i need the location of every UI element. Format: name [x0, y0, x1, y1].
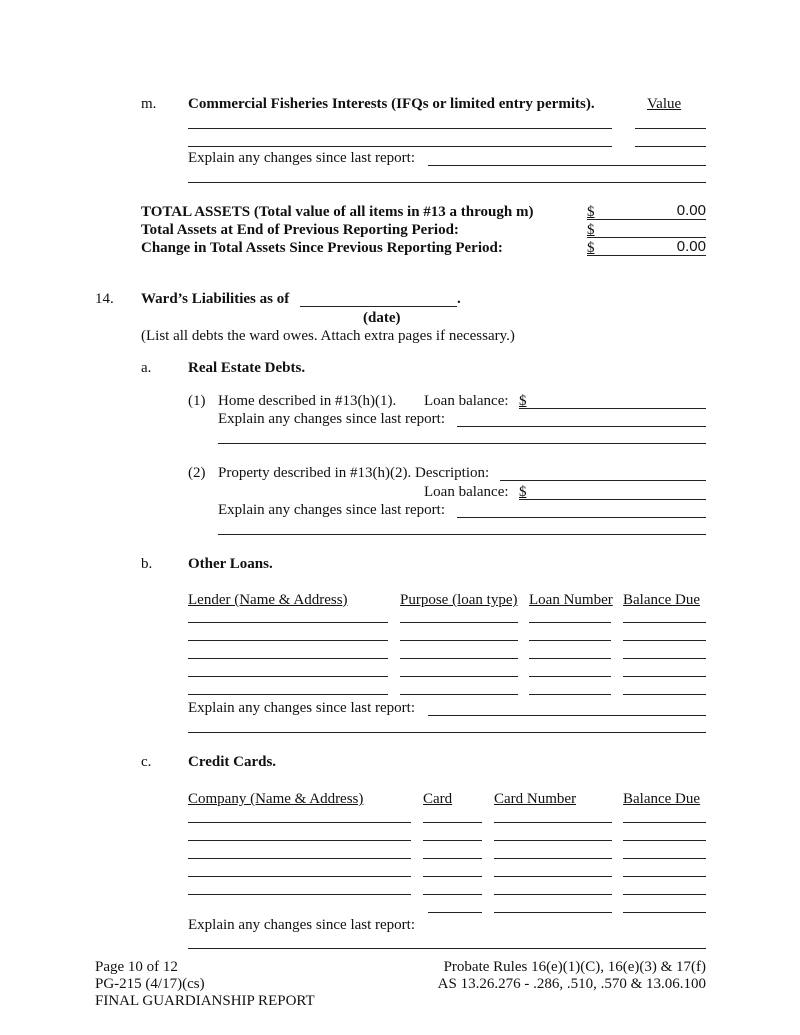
column-header-card: Card — [423, 791, 453, 807]
purpose-line[interactable] — [400, 622, 518, 623]
real-estate-title: Real Estate Debts. — [188, 360, 306, 376]
lender-line[interactable] — [188, 694, 388, 695]
loan-number-line[interactable] — [529, 640, 611, 641]
card-line[interactable] — [423, 858, 482, 859]
footer-page-number: Page 10 of 12 — [95, 959, 178, 975]
explain-line[interactable] — [218, 443, 706, 444]
amount-line[interactable] — [587, 219, 706, 220]
explain-line[interactable] — [457, 517, 706, 518]
item2-number: (2) — [188, 465, 206, 481]
credit-cards-explain-label: Explain any changes since last report: — [188, 917, 416, 933]
purpose-line[interactable] — [400, 658, 518, 659]
item-m-explain-label: Explain any changes since last report: — [188, 150, 416, 166]
section-14-number: 14. — [95, 291, 114, 307]
other-loans-explain-label: Explain any changes since last report: — [188, 700, 416, 716]
currency-sign: $ — [587, 240, 595, 256]
item2-text: Property described in #13(h)(2). Description: — [218, 465, 490, 481]
fisheries-value-line[interactable] — [635, 146, 706, 147]
item-m-letter: m. — [141, 96, 157, 112]
card-line[interactable] — [423, 822, 482, 823]
change-assets-value[interactable]: 0.00 — [676, 238, 706, 255]
currency-sign: $ — [519, 393, 527, 409]
card-number-line[interactable] — [494, 894, 612, 895]
lender-line[interactable] — [188, 676, 388, 677]
balance-line[interactable] — [623, 840, 706, 841]
item2-explain-label: Explain any changes since last report: — [218, 502, 446, 518]
explain-line[interactable] — [188, 732, 706, 733]
balance-line[interactable] — [623, 658, 706, 659]
item1-number: (1) — [188, 393, 206, 409]
currency-sign: $ — [587, 222, 595, 238]
currency-sign: $ — [587, 204, 595, 220]
balance-line[interactable] — [623, 894, 706, 895]
balance-line[interactable] — [623, 694, 706, 695]
explain-line[interactable] — [218, 534, 706, 535]
footer-report-title: FINAL GUARDIANSHIP REPORT — [95, 993, 315, 1009]
company-line[interactable] — [188, 876, 411, 877]
item-m-title: Commercial Fisheries Interests (IFQs or limited entry permits). — [188, 96, 595, 112]
loan-number-line[interactable] — [529, 694, 611, 695]
lender-line[interactable] — [188, 622, 388, 623]
purpose-line[interactable] — [400, 694, 518, 695]
explain-line[interactable] — [188, 948, 706, 949]
currency-sign: $ — [519, 484, 527, 500]
card-line[interactable] — [423, 876, 482, 877]
balance-line[interactable] — [623, 622, 706, 623]
purpose-line[interactable] — [400, 640, 518, 641]
item1-text: Home described in #13(h)(1). — [218, 393, 397, 409]
section-14-instructions: (List all debts the ward owes. Attach extra pages if necessary.) — [141, 328, 515, 344]
item1-loan-balance-label: Loan balance: — [424, 393, 509, 409]
amount-line[interactable] — [587, 255, 706, 256]
loan-balance-line[interactable] — [519, 499, 706, 500]
date-line[interactable] — [300, 306, 457, 307]
fisheries-entry-line[interactable] — [188, 128, 612, 129]
loan-number-line[interactable] — [529, 676, 611, 677]
other-loans-title: Other Loans. — [188, 556, 273, 572]
column-header-purpose: Purpose (loan type) — [400, 592, 518, 608]
balance-line[interactable] — [623, 858, 706, 859]
description-line[interactable] — [500, 480, 706, 481]
column-header-loan-number: Loan Number — [529, 592, 613, 608]
balance-line[interactable] — [623, 912, 706, 913]
explain-line[interactable] — [188, 182, 706, 183]
lender-line[interactable] — [188, 640, 388, 641]
footer-probate-rules: Probate Rules 16(e)(1)(C), 16(e)(3) & 17(f) — [443, 959, 706, 975]
amount-line[interactable] — [587, 237, 706, 238]
loan-number-line[interactable] — [529, 622, 611, 623]
column-header-lender: Lender (Name & Address) — [188, 592, 348, 608]
footer-statutes: AS 13.26.276 - .286, .510, .570 & 13.06.100 — [437, 976, 706, 992]
card-number-line[interactable] — [494, 858, 612, 859]
section-14-period: . — [457, 291, 461, 307]
previous-assets-label: Total Assets at End of Previous Reporting Period: — [141, 222, 459, 238]
real-estate-letter: a. — [141, 360, 152, 376]
balance-line[interactable] — [623, 876, 706, 877]
company-line[interactable] — [188, 858, 411, 859]
explain-line[interactable] — [457, 426, 706, 427]
total-assets-value[interactable]: 0.00 — [676, 202, 706, 219]
item1-explain-label: Explain any changes since last report: — [218, 411, 446, 427]
change-assets-label: Change in Total Assets Since Previous Reporting Period: — [141, 240, 503, 256]
balance-line[interactable] — [623, 822, 706, 823]
explain-line[interactable] — [428, 165, 706, 166]
loan-number-line[interactable] — [529, 658, 611, 659]
card-line[interactable] — [428, 912, 482, 913]
total-assets-label: TOTAL ASSETS (Total value of all items in #13 a through m) — [141, 204, 534, 220]
column-header-card-number: Card Number — [494, 791, 577, 807]
fisheries-entry-line[interactable] — [188, 146, 612, 147]
value-header: Value — [647, 96, 682, 112]
column-header-balance-due: Balance Due — [623, 592, 701, 608]
section-14-title: Ward’s Liabilities as of — [141, 291, 290, 307]
lender-line[interactable] — [188, 658, 388, 659]
balance-line[interactable] — [623, 676, 706, 677]
date-label: (date) — [363, 310, 401, 326]
company-line[interactable] — [188, 840, 411, 841]
loan-balance-line[interactable] — [519, 408, 706, 409]
credit-cards-letter: c. — [141, 754, 152, 770]
purpose-line[interactable] — [400, 676, 518, 677]
company-line[interactable] — [188, 894, 411, 895]
card-number-line[interactable] — [494, 840, 612, 841]
card-number-line[interactable] — [494, 876, 612, 877]
other-loans-letter: b. — [141, 556, 153, 572]
item2-loan-balance-label: Loan balance: — [424, 484, 509, 500]
footer-form-number: PG-215 (4/17)(cs) — [95, 976, 205, 992]
fisheries-value-line[interactable] — [635, 128, 706, 129]
balance-line[interactable] — [623, 640, 706, 641]
card-number-line[interactable] — [494, 912, 612, 913]
card-line[interactable] — [423, 894, 482, 895]
card-line[interactable] — [423, 840, 482, 841]
card-number-line[interactable] — [494, 822, 612, 823]
column-header-balance-due: Balance Due — [623, 791, 701, 807]
company-line[interactable] — [188, 822, 411, 823]
explain-line[interactable] — [428, 715, 706, 716]
column-header-company: Company (Name & Address) — [188, 791, 364, 807]
credit-cards-title: Credit Cards. — [188, 754, 277, 770]
